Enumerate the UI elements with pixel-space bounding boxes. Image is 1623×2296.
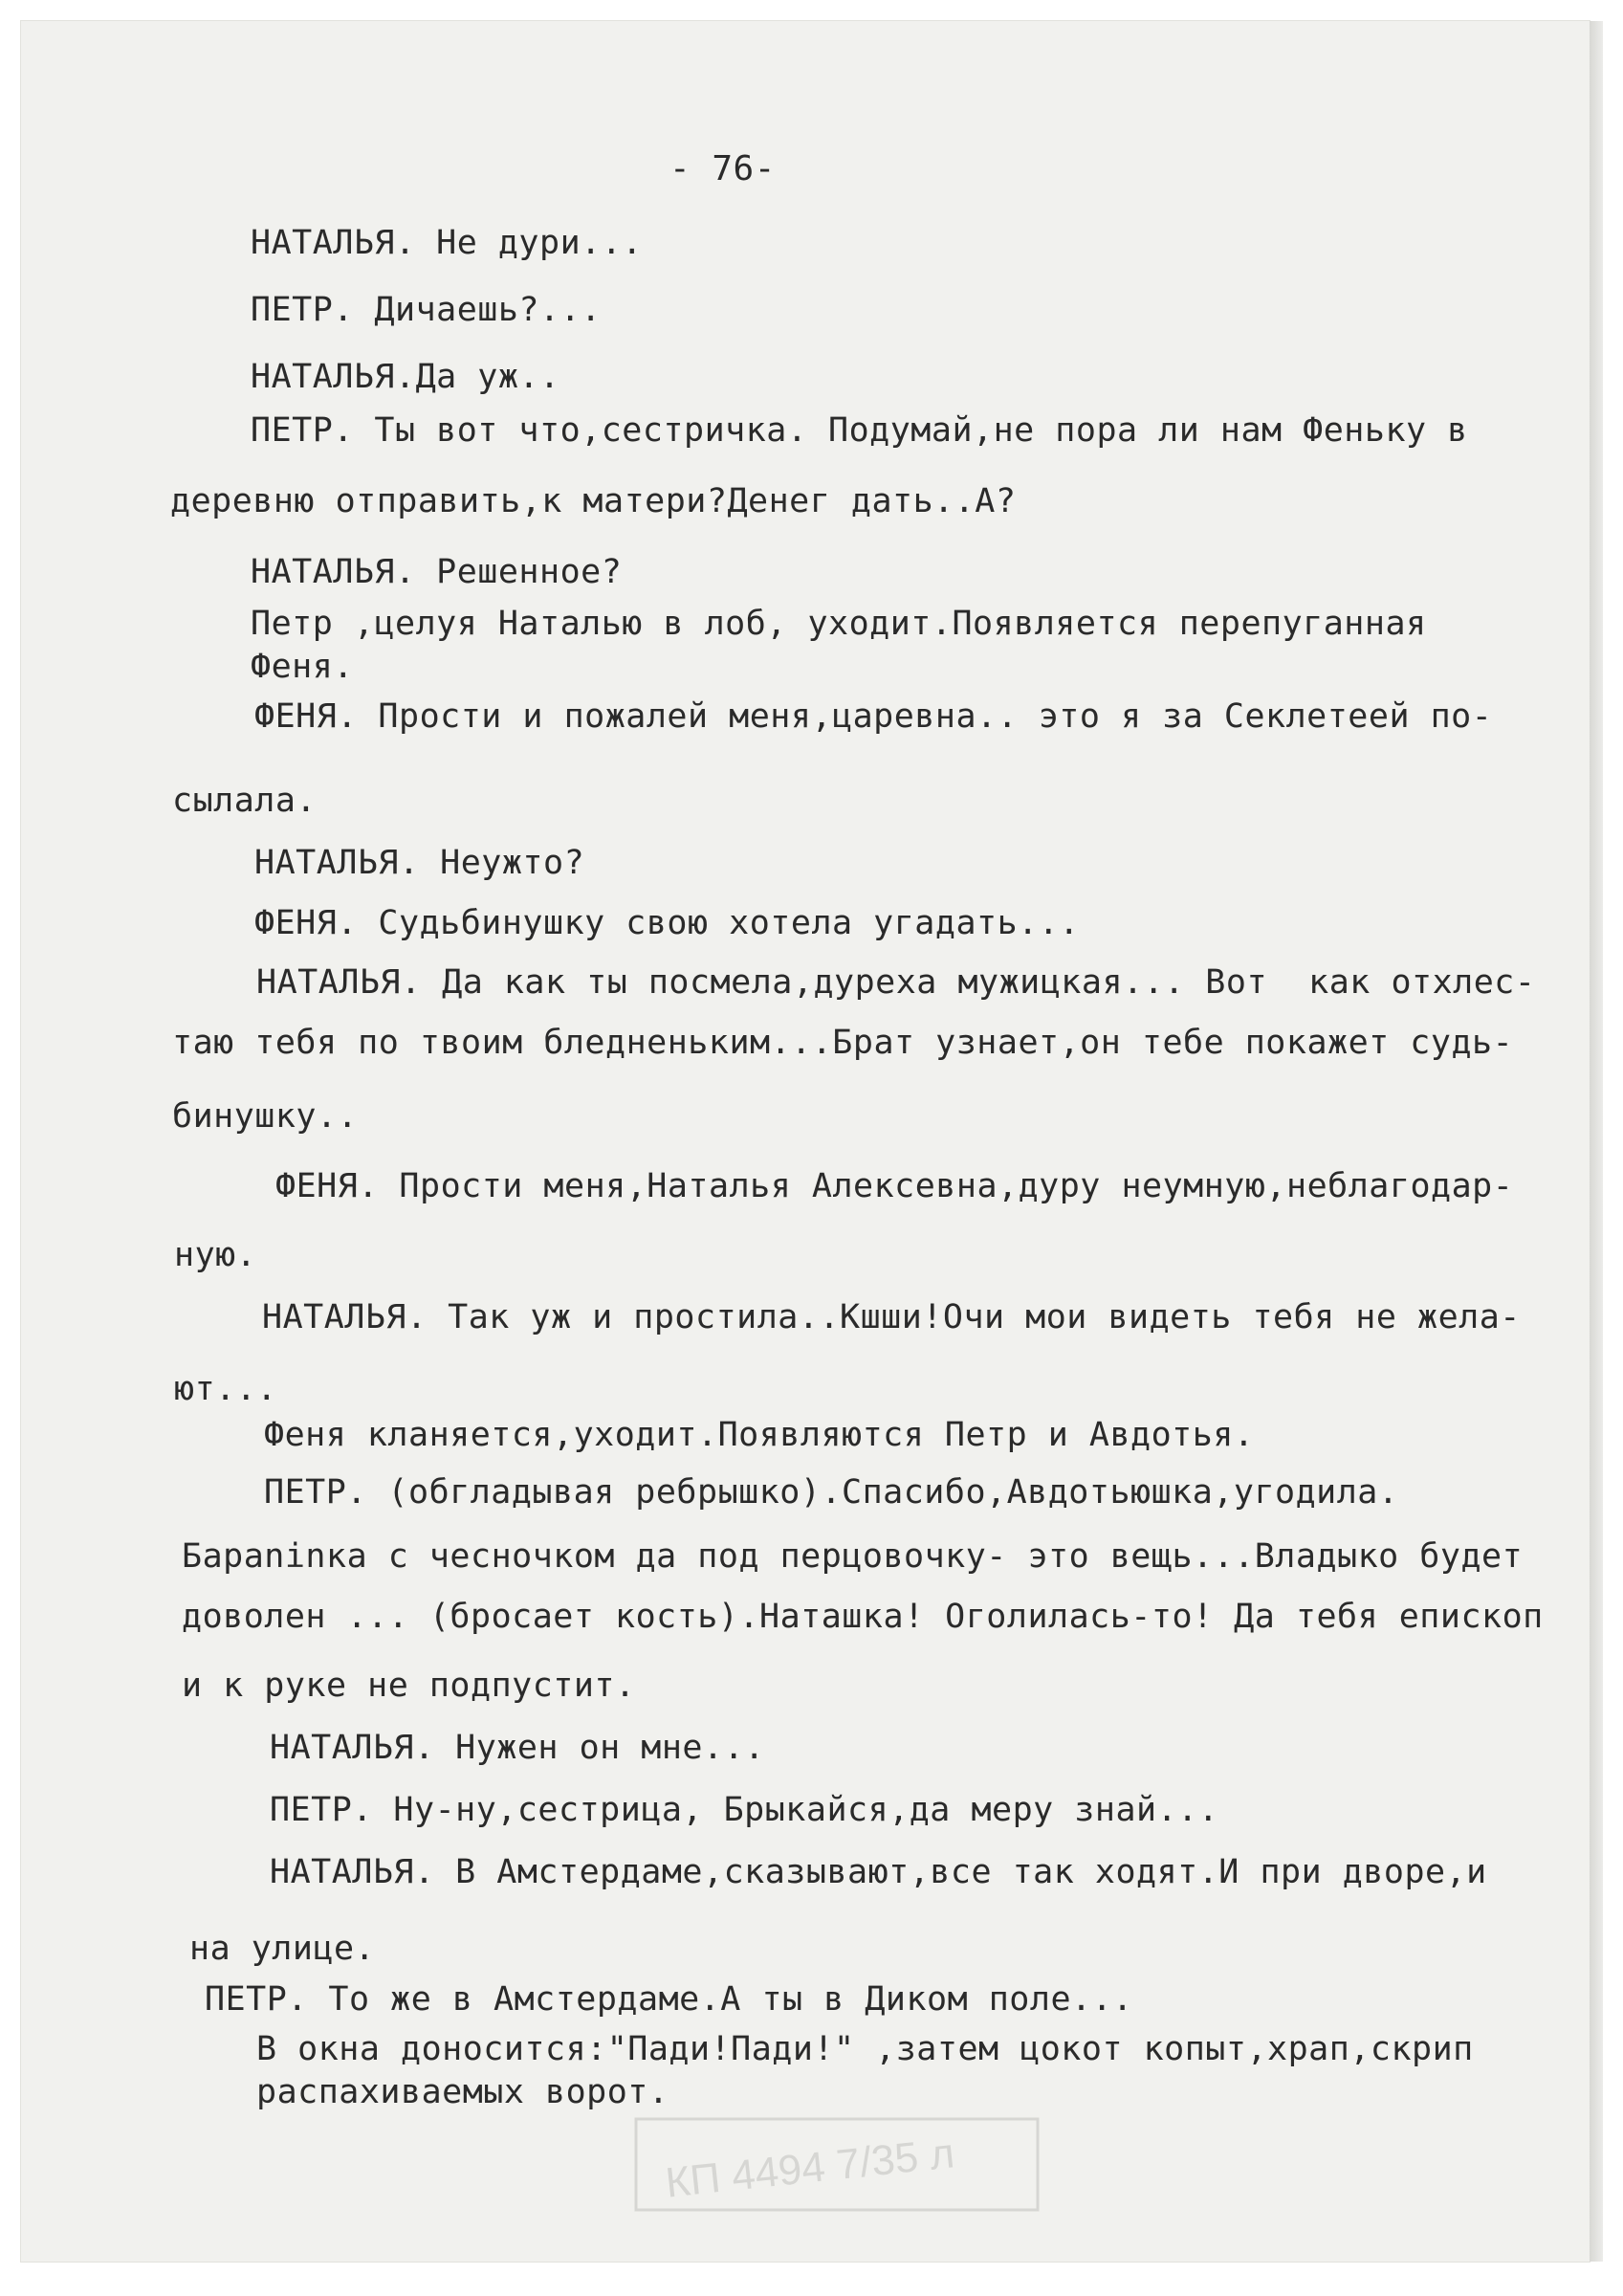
text-line: доволен ... (бросает кость).Наташка! Оголилась-то! Да тебя епископ <box>182 1598 1544 1636</box>
text-line: ПЕТР. (обгладывая ребрышко).Спасибо,Авдотьюшка,угодила. <box>264 1473 1399 1512</box>
text-line: ПЕТР. Дичаешь?... <box>251 291 602 329</box>
text-line: ную. <box>174 1236 257 1274</box>
text-line: и к руке не подпустит. <box>182 1667 636 1705</box>
text-line: НАТАЛЬЯ. Решенное? <box>251 553 623 591</box>
text-line: НАТАЛЬЯ. Да как ты посмела,дуреха мужицкая... Вот как отхлес- <box>256 963 1536 1002</box>
stage-direction: распахиваемых ворот. <box>256 2073 669 2111</box>
stage-direction: Феня. <box>251 648 354 686</box>
text-line: НАТАЛЬЯ. В Амстердаме,сказывают,все так ходят.И при дворе,и <box>270 1853 1487 1891</box>
stage-direction: В окна доносится:"Пади!Пади!" ,затем цокот копыт,храп,скрип <box>256 2030 1474 2068</box>
archive-stamp <box>617 2105 1057 2224</box>
text-line: НАТАЛЬЯ.Да уж.. <box>251 358 560 396</box>
stage-direction: Петр ,целуя Наталью в лоб, уходит.Появляется перепуганная <box>251 605 1427 643</box>
text-line: ют... <box>174 1370 277 1408</box>
text-line: сылала. <box>172 782 318 820</box>
text-line: НАТАЛЬЯ. Нужен он мне... <box>270 1729 765 1767</box>
text-line: НАТАЛЬЯ. Так уж и простила..Кшши!Очи мои видеть тебя не жела- <box>262 1298 1521 1336</box>
stamp-text: КП 4494 7/35 л <box>663 2130 957 2207</box>
text-line: Бараninка с чесночком да под перцовочку- это вещь...Владыко будет <box>182 1537 1524 1576</box>
page-number: - 76- <box>669 149 776 188</box>
text-line: на улице. <box>189 1930 376 1968</box>
stage-direction: Феня кланяется,уходит.Появляются Петр и Авдотья. <box>264 1416 1255 1454</box>
text-line: ПЕТР. То же в Амстердаме.А ты в Диком поле... <box>205 1980 1133 2019</box>
text-line: бинушку.. <box>172 1097 359 1136</box>
page-edge-shadow <box>1590 21 1603 2262</box>
text-line: таю тебя по твоим бледненьким...Брат узнает,он тебе покажет судь- <box>172 1024 1514 1062</box>
text-line: ФЕНЯ. Прости меня,Наталья Алексевна,дуру неумную,неблагодар- <box>275 1167 1514 1205</box>
text-line: деревню отправить,к матери?Денег дать..А? <box>170 482 1017 520</box>
text-line: ФЕНЯ. Судьбинушку свою хотела угадать... <box>254 904 1080 942</box>
text-line: НАТАЛЬЯ. Не дури... <box>251 224 643 262</box>
text-line: ФЕНЯ. Прости и пожалей меня,царевна.. это я за Секлетеей по- <box>254 697 1493 736</box>
text-line: НАТАЛЬЯ. Неужто? <box>254 844 585 882</box>
text-line: ПЕТР. Ты вот что,сестричка. Подумай,не пора ли нам Феньку в <box>251 411 1468 450</box>
text-line: ПЕТР. Ну-ну,сестрица, Брыкайся,да меру знай... <box>270 1791 1219 1829</box>
